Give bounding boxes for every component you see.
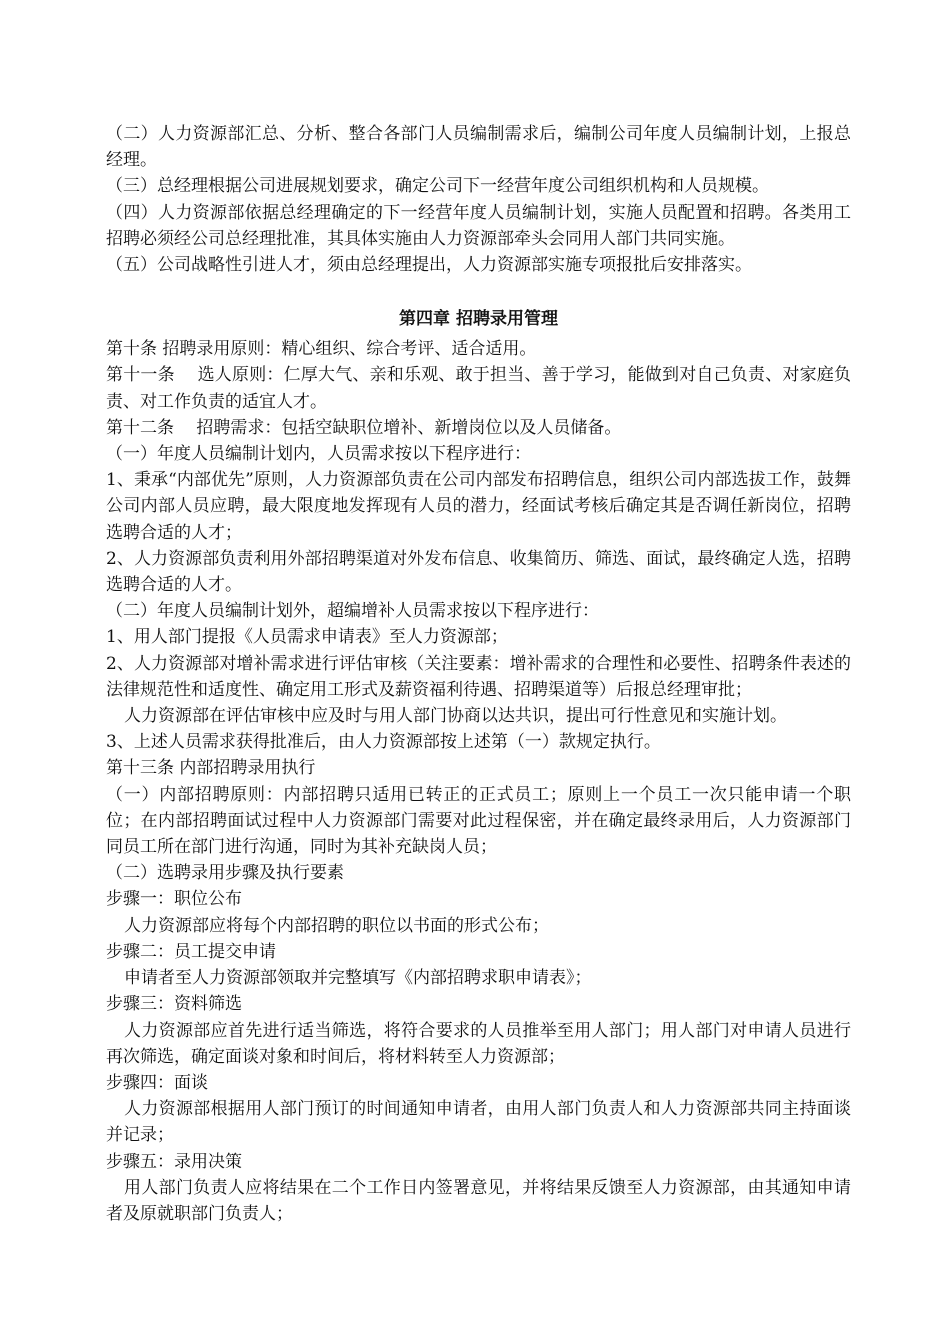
step-title: 步骤一：职位公布 <box>106 889 242 910</box>
article-11: 第十一条 选人原则：仁厚大气、亲和乐观、敢于担当、善于学习，能做到对自己负责、对家庭负责、对工作负责的适宜人才。 <box>106 365 851 412</box>
article-12-section-2-item-3: 3、上述人员需求获得批准后，由人力资源部按上述第（一）款规定执行。 <box>106 732 661 753</box>
step-body: 用人部门负责人应将结果在二个工作日内签署意见，并将结果反馈至人力资源部，由其通知申请者及原就职部门负责人； <box>106 1177 851 1224</box>
step-body: 人力资源部应将每个内部招聘的职位以书面的形式公布； <box>124 915 549 936</box>
paragraph-intro-3: （三）总经理根据公司进展规划要求，确定公司下一经营年度公司组织机构和人员规模。 <box>106 176 769 197</box>
article-12: 第十二条 招聘需求：包括空缺职位增补、新增岗位以及人员储备。 <box>106 417 622 438</box>
step-title: 步骤四：面谈 <box>106 1072 208 1093</box>
step-body: 人力资源部应首先进行适当筛选，将符合要求的人员推举至用人部门；用人部门对申请人员进行再次筛选，确定面谈对象和时间后，将材料转至人力资源部； <box>106 1020 851 1067</box>
step-title: 步骤二：员工提交申请 <box>106 941 276 962</box>
paragraph-intro-5: （五）公司战略性引进人才，须由总经理提出，人力资源部实施专项报批后安排落实。 <box>106 255 752 276</box>
article-12-section-2-item-1: 1、用人部门提报《人员需求申请表》至人力资源部； <box>106 627 508 648</box>
article-12-section-1: （一）年度人员编制计划内，人员需求按以下程序进行： <box>106 444 531 465</box>
article-12-section-2: （二）年度人员编制计划外，超编增补人员需求按以下程序进行： <box>106 601 599 622</box>
paragraph-intro-2: （二）人力资源部汇总、分析、整合各部门人员编制需求后，编制公司年度人员编制计划，上报总经理。 <box>106 124 851 171</box>
article-12-section-1-item-1: 1、秉承“内部优先”原则，人力资源部负责在公司内部发布招聘信息，组织公司内部选拔工作，鼓舞公司内部人员应聘，最大限度地发挥现有人员的潜力，经面试考核后确定其是否调任新岗位，招聘选聘合适的人才； <box>106 470 851 543</box>
article-12-section-2-item-2: 2、人力资源部对增补需求进行评估审核（关注要素：增补需求的合理性和必要性、招聘条件表述的法律规范性和适度性、确定用工形式及薪资福利待遇、招聘渠道等）后报总经理审批； <box>106 653 851 700</box>
article-10: 第十条 招聘录用原则：精心组织、综合考评、适合适用。 <box>106 339 537 360</box>
document-page <box>106 121 851 1227</box>
step-body: 申请者至人力资源部领取并完整填写《内部招聘求职申请表》； <box>124 968 592 989</box>
paragraph-intro-4: （四）人力资源部依据总经理确定的下一经营年度人员编制计划，实施人员配置和招聘。各类用工招聘必须经公司总经理批准，其具体实施由人力资源部牵头会同用人部门共同实施。 <box>106 202 851 249</box>
article-13-section-1: （一）内部招聘原则：内部招聘只适用已转正的正式员工；原则上一个员工一次只能申请一个职位；在内部招聘面试过程中人力资源部门需要对此过程保密，并在确定最终录用后，人力资源部门同员工所在部门进行沟通，同时为其补充缺岗人员； <box>106 784 851 858</box>
article-12-section-1-item-2: 2、人力资源部负责利用外部招聘渠道对外发布信息、收集简历、筛选、面试，最终确定人选，招聘选聘合适的人才。 <box>106 548 851 596</box>
step-body: 人力资源部根据用人部门预订的时间通知申请者，由用人部门负责人和人力资源部共同主持面谈并记录； <box>106 1099 851 1146</box>
chapter-title: 第四章 招聘录用管理 <box>399 309 558 330</box>
step-title: 步骤三：资料筛选 <box>106 994 242 1015</box>
article-13-section-2: （二）选聘录用步骤及执行要素 <box>106 863 344 884</box>
article-12-section-2-note: 人力资源部在评估审核中应及时与用人部门协商以达共识，提出可行性意见和实施计划。 <box>124 706 787 727</box>
step-title: 步骤五：录用决策 <box>106 1151 242 1172</box>
article-13: 第十三条 内部招聘录用执行 <box>106 758 316 779</box>
